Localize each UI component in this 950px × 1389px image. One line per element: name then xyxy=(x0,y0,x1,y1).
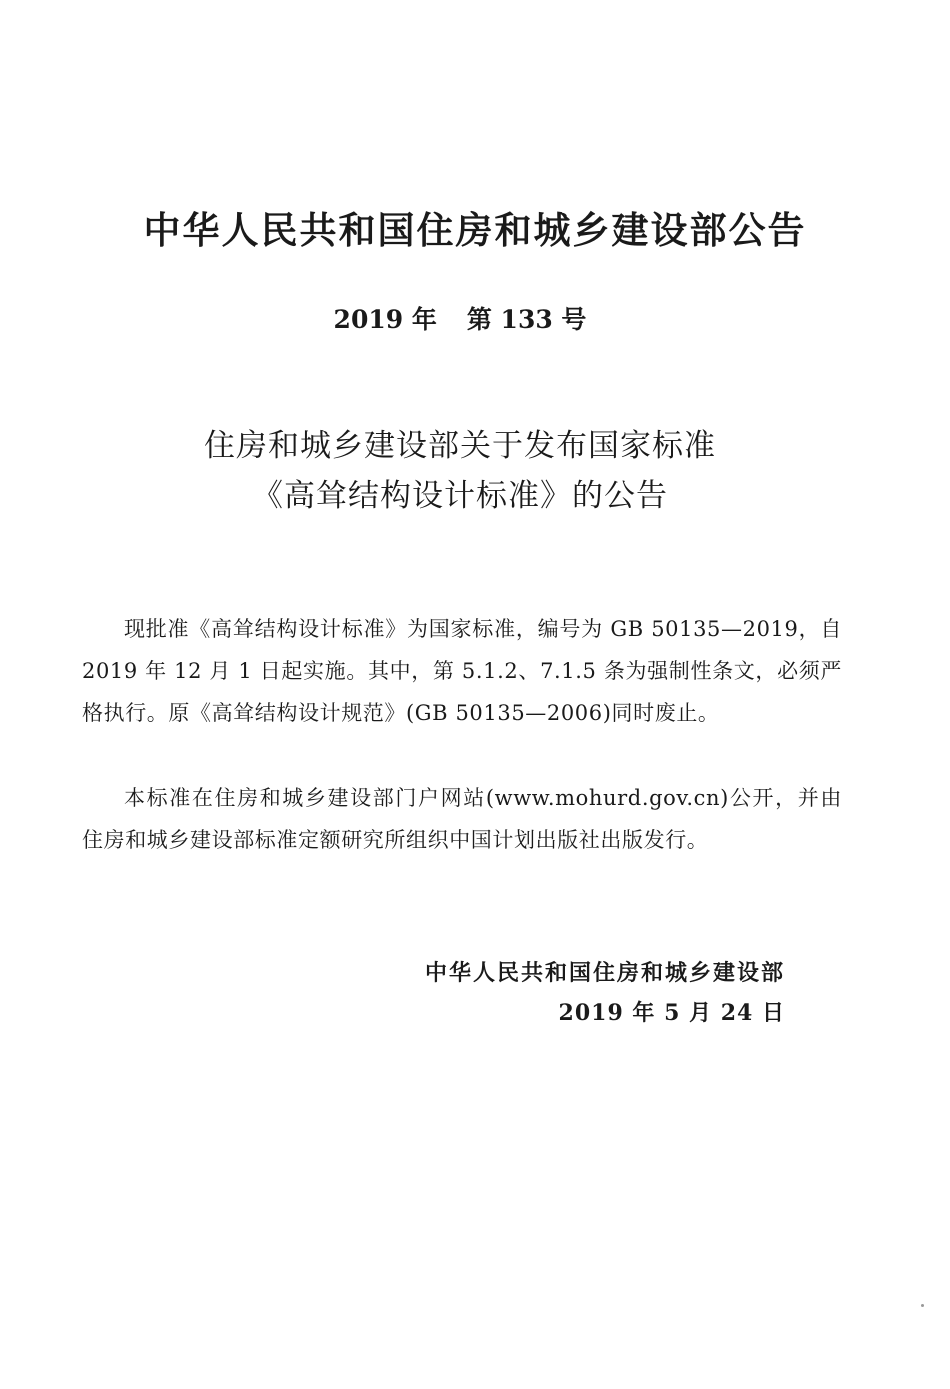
announcement-heading: 中华人民共和国住房和城乡建设部公告 xyxy=(143,209,807,252)
announcement-number xyxy=(0,300,920,336)
announcement-issue: 第 133 号 xyxy=(466,305,587,334)
signature-date: 2019 年 5 月 24 日 xyxy=(558,1000,785,1026)
scan-speck xyxy=(921,1304,924,1307)
announcement-year: 2019 年 xyxy=(333,305,437,334)
signature-organization: 中华人民共和国住房和城乡建设部 xyxy=(424,961,785,986)
body-paragraph-2: 本标准在住房和城乡建设部门户网站(www.mohurd.gov.cn)公开，并由住房和城乡建设部标准定额研究所组织中国计划出版社出版发行。 xyxy=(82,786,842,852)
announcement-subtitle-line1: 住房和城乡建设部关于发布国家标准 xyxy=(204,428,716,464)
announcement-subtitle-line2: 《高耸结构设计标准》的公告 xyxy=(252,478,668,514)
body-paragraph-1: 现批准《高耸结构设计标准》为国家标准，编号为 GB 50135—2019，自 2019 年 12 月 1 日起实施。其中，第 5.1.2、7.1.5 条为强制性条文，必须严格执行。原《高耸结构设计规范》(GB 50135—2006)同时废止。 xyxy=(82,617,842,725)
